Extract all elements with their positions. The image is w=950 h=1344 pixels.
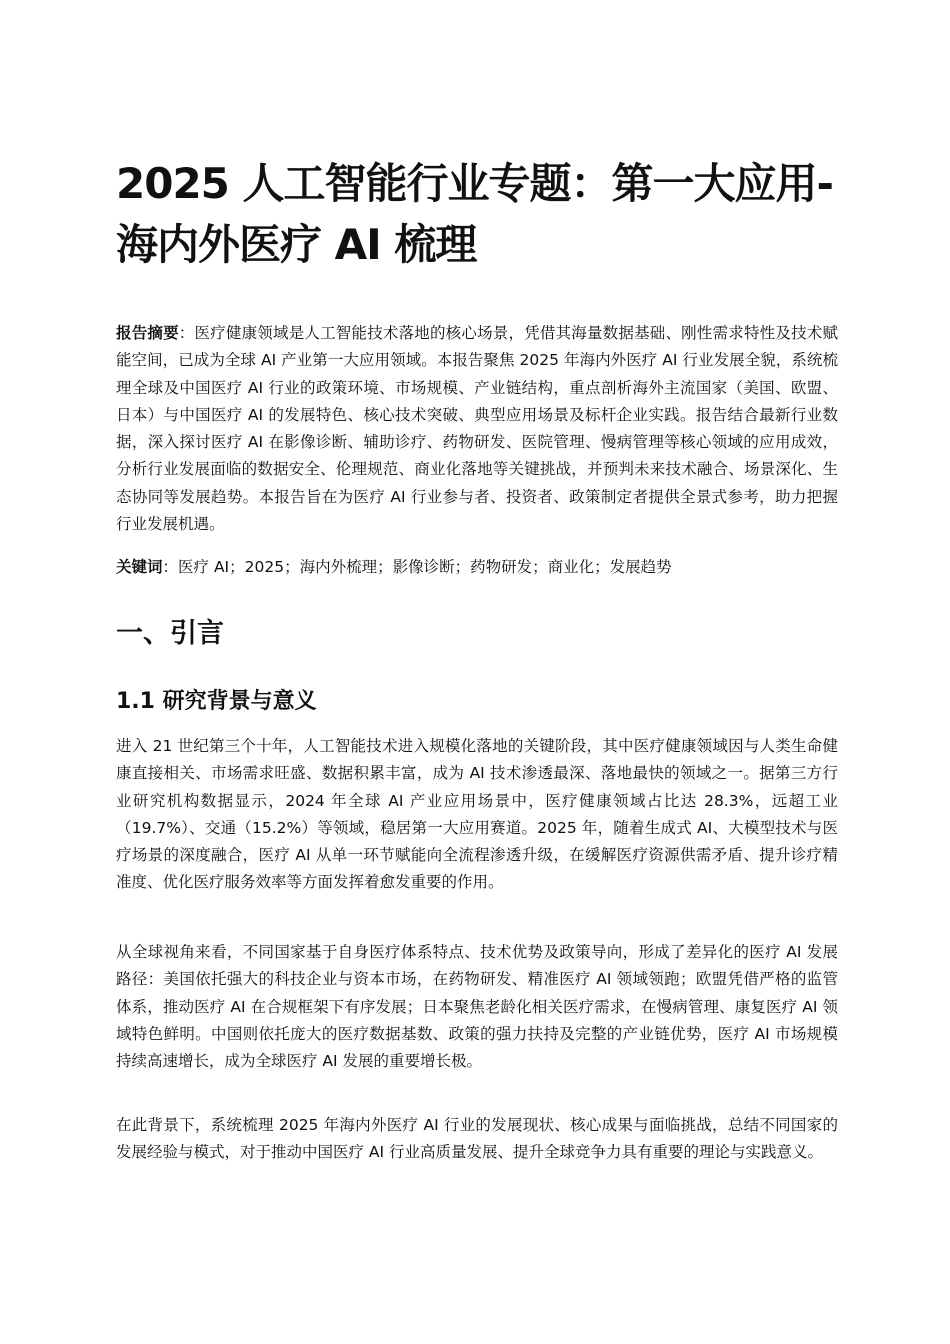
abstract-label: 报告摘要 <box>116 324 179 342</box>
body-paragraph: 进入 21 世纪第三个十年，人工智能技术进入规模化落地的关键阶段，其中医疗健康领域因与人类生命健康直接相关、市场需求旺盛、数据积累丰富，成为 AI 技术渗透最深、落地最快的领域之一。据第三方行业研究机构数据显示，2024 年全球 AI 产业应用场景中，医疗健康领域占比达 28.3%，远超工业（19.7%）、交通（15.2%）等领域，稳居第一大应用赛道。2025 年，随着生成式 AI、大模型技术与医疗场景的深度融合，医疗 AI 从单一环节赋能向全流程渗透升级，在缓解医疗资源供需矛盾、提升诊疗精准度、优化医疗服务效率等方面发挥着愈发重要的作用。 <box>116 737 838 892</box>
body-paragraph: 从全球视角来看，不同国家基于自身医疗体系特点、技术优势及政策导向，形成了差异化的医疗 AI 发展路径：美国依托强大的科技企业与资本市场，在药物研发、精准医疗 AI 领域领跑；欧盟凭借严格的监管体系，推动医疗 AI 在合规框架下有序发展；日本聚焦老龄化相关医疗需求，在慢病管理、康复医疗 AI 领域特色鲜明。中国则依托庞大的医疗数据基数、政策的强力扶持及完整的产业链优势，医疗 AI 市场规模持续高速增长，成为全球医疗 AI 发展的重要增长极。 <box>116 943 838 1071</box>
document-title: 2025 人工智能行业专题：第一大应用-海内外医疗 AI 梳理 <box>116 159 833 269</box>
abstract-text: 医疗健康领域是人工智能技术落地的核心场景，凭借其海量数据基础、刚性需求特性及技术赋能空间，已成为全球 AI 产业第一大应用领域。本报告聚焦 2025 年海内外医疗 AI 行业发展全貌，系统梳理全球及中国医疗 AI 行业的政策环境、市场规模、产业链结构，重点剖析海外主流国家（美国、欧盟、日本）与中国医疗 AI 的发展特色、核心技术突破、典型应用场景及标杆企业实践。报告结合最新行业数据，深入探讨医疗 AI 在影像诊断、辅助诊疗、药物研发、医院管理、慢病管理等核心领域的应用成效，分析行业发展面临的数据安全、伦理规范、商业化落地等关键挑战，并预判未来技术融合、场景深化、生态协同等发展趋势。本报告旨在为医疗 AI 行业参与者、投资者、政策制定者提供全景式参考，助力把握行业发展机遇。 <box>116 324 838 534</box>
abstract-paragraph <box>116 320 838 538</box>
body-paragraph: 在此背景下，系统梳理 2025 年海内外医疗 AI 行业的发展现状、核心成果与面临挑战，总结不同国家的发展经验与模式，对于推动中国医疗 AI 行业高质量发展、提升全球竞争力具有重要的理论与实践意义。 <box>116 1116 838 1162</box>
section-heading-introduction: 一、引言 <box>116 618 224 649</box>
keywords-separator: ： <box>162 558 179 576</box>
keywords-label: 关键词 <box>116 558 163 576</box>
keywords-line <box>116 554 838 581</box>
keywords-text: 医疗 AI；2025；海内外梳理；影像诊断；药物研发；商业化；发展趋势 <box>178 558 672 576</box>
abstract-separator: ： <box>178 324 195 342</box>
subsection-heading-background: 1.1 研究背景与意义 <box>116 689 317 714</box>
